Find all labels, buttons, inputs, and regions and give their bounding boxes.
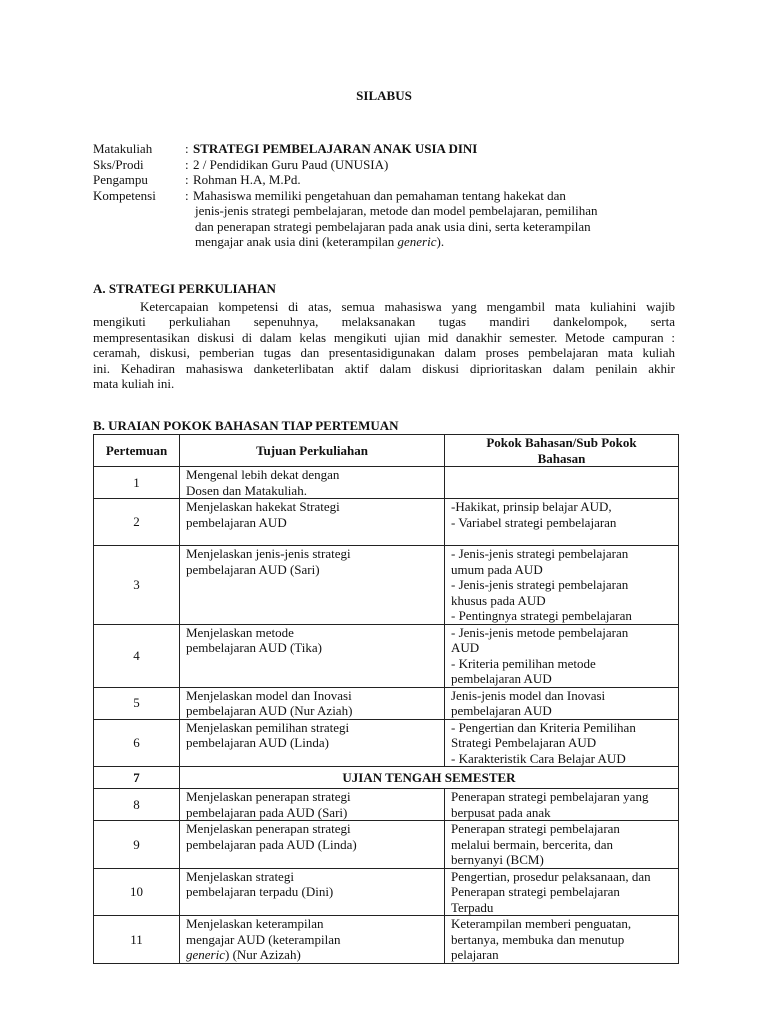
cell-tujuan: Menjelaskan keterampilan mengajar AUD (keterampilan generic) (Nur Azizah) bbox=[180, 916, 445, 964]
page-title: SILABUS bbox=[356, 88, 412, 103]
table-row bbox=[94, 916, 679, 964]
table-row bbox=[94, 687, 679, 719]
cell-tujuan: Menjelaskan metode pembelajaran AUD (Tika) bbox=[180, 624, 445, 687]
cell-pokok bbox=[445, 467, 679, 499]
paragraph-line: ini. Kehadiran mahasiswa danketerlibatan aktif dalam diskusi diprioritaskan dalam penilain akhir bbox=[93, 360, 675, 376]
sks-row: Sks/Prodi : 2 / Pendidikan Guru Paud (UNUSIA) bbox=[93, 157, 673, 173]
cell-pertemuan: 3 bbox=[94, 546, 180, 625]
cell-pokok: Penerapan strategi pembelajaran melalui bermain, bercerita, dan bernyanyi (BCM) bbox=[445, 821, 679, 869]
cell-tujuan: Menjelaskan strategi pembelajaran terpadu (Dini) bbox=[180, 868, 445, 916]
cell-tujuan: Mengenal lebih dekat dengan Dosen dan Matakuliah. bbox=[180, 467, 445, 499]
cell-tujuan: Menjelaskan pemilihan strategi pembelajaran AUD (Linda) bbox=[180, 719, 445, 767]
table-row bbox=[94, 719, 679, 767]
cell-uts: UJIAN TENGAH SEMESTER bbox=[180, 767, 679, 789]
cell-pokok: Penerapan strategi pembelajaran yang berpusat pada anak bbox=[445, 789, 679, 821]
kompetensi-line: dan penerapan strategi pembelajaran pada anak usia dini, serta keterampilan bbox=[195, 218, 591, 234]
cell-tujuan: Menjelaskan penerapan strategi pembelajaran pada AUD (Sari) bbox=[180, 789, 445, 821]
cell-pokok: - Pengertian dan Kriteria Pemilihan Strategi Pembelajaran AUD - Karakteristik Cara Belajar AUD bbox=[445, 719, 679, 767]
course-info bbox=[93, 141, 673, 250]
cell-tujuan: Menjelaskan penerapan strategi pembelajaran pada AUD (Linda) bbox=[180, 821, 445, 869]
cell-pertemuan: 11 bbox=[94, 916, 180, 964]
sks-value: 2 / Pendidikan Guru Paud (UNUSIA) bbox=[193, 156, 389, 172]
section-a-heading: A. STRATEGI PERKULIAHAN bbox=[93, 281, 276, 296]
cell-pertemuan: 7 bbox=[94, 767, 180, 789]
paragraph-line: Ketercapaian kompetensi di atas, semua mahasiswa yang mengambil mata kuliahini wajib bbox=[140, 298, 675, 314]
table-row bbox=[94, 624, 679, 687]
table-row bbox=[94, 821, 679, 869]
sks-label: Sks/Prodi bbox=[93, 156, 144, 172]
cell-pertemuan: 1 bbox=[94, 467, 180, 499]
header-tujuan: Tujuan Perkuliahan bbox=[180, 435, 445, 467]
cell-pokok: - Jenis-jenis strategi pembelajaran umum pada AUD - Jenis-jenis strategi pembelajaran khusus pada AUD - Pentingnya strategi pembelajaran bbox=[445, 546, 679, 625]
cell-pertemuan: 10 bbox=[94, 868, 180, 916]
table-row bbox=[94, 546, 679, 625]
kompetensi-value bbox=[193, 188, 673, 250]
table-body bbox=[94, 467, 679, 964]
paragraph-line: mempresentasikan diskusi di dalam kelas mengikuti ujian mid danakhir semester. Metode campuran : bbox=[93, 329, 675, 345]
cell-tujuan: Menjelaskan model dan Inovasi pembelajaran AUD (Nur Aziah) bbox=[180, 687, 445, 719]
paragraph-line: mengikuti perkuliahan sepenuhnya, melaksanakan tugas mandiri dankelompok, serta bbox=[93, 314, 675, 329]
cell-pertemuan: 9 bbox=[94, 821, 180, 869]
table-row bbox=[94, 868, 679, 916]
kompetensi-line: mengajar anak usia dini (keterampilan generic). bbox=[195, 234, 445, 249]
cell-pertemuan: 2 bbox=[94, 499, 180, 546]
paragraph-line: mata kuliah ini. bbox=[93, 376, 175, 391]
kompetensi-row: Kompetensi : Mahasiswa memiliki pengetahuan dan pemahaman tentang hakekat dan jenis-jenis strategi pembelajaran, metode dan model pembelajaran, pemilihan dan penerapan strategi pembelajaran pada anak usia dini, serta keterampilan mengajar anak usia dini (keterampilan generic). bbox=[93, 188, 673, 250]
cell-pokok: Keterampilan memberi penguatan, bertanya, membuka dan menutup pelajaran bbox=[445, 916, 679, 964]
section-strategi-perkuliahan bbox=[93, 281, 675, 392]
table-header-row bbox=[94, 435, 679, 467]
cell-pokok: Pengertian, prosedur pelaksanaan, dan Penerapan strategi pembelajaran Terpadu bbox=[445, 868, 679, 916]
section-b-heading: B. URAIAN POKOK BAHASAN TIAP PERTEMUAN bbox=[93, 418, 399, 433]
cell-pokok: Jenis-jenis model dan Inovasi pembelajaran AUD bbox=[445, 687, 679, 719]
kompetensi-line: Mahasiswa memiliki pengetahuan dan pemahaman tentang hakekat dan bbox=[193, 187, 566, 203]
cell-pertemuan: 4 bbox=[94, 624, 180, 687]
table-row bbox=[94, 467, 679, 499]
cell-pertemuan: 5 bbox=[94, 687, 180, 719]
section-a-paragraph bbox=[93, 299, 675, 392]
matakuliah-value: STRATEGI PEMBELAJARAN ANAK USIA DINI bbox=[193, 141, 478, 156]
matakuliah-row: Matakuliah : STRATEGI PEMBELAJARAN ANAK USIA DINI bbox=[93, 141, 478, 156]
header-pokok: Pokok Bahasan/Sub Pokok Bahasan bbox=[445, 435, 679, 467]
table-row bbox=[94, 499, 679, 546]
meeting-table bbox=[93, 434, 679, 964]
cell-pertemuan: 8 bbox=[94, 789, 180, 821]
cell-pokok: - Jenis-jenis metode pembelajaran AUD - Kriteria pemilihan metode pembelajaran AUD bbox=[445, 624, 679, 687]
matakuliah-label: Matakuliah bbox=[93, 141, 153, 156]
kompetensi-label: Kompetensi bbox=[93, 187, 156, 203]
pengampu-value: Rohman H.A, M.Pd. bbox=[193, 172, 301, 187]
table-row bbox=[94, 767, 679, 789]
cell-tujuan: Menjelaskan hakekat Strategi pembelajaran AUD bbox=[180, 499, 445, 546]
header-pertemuan: Pertemuan bbox=[94, 435, 180, 467]
cell-pertemuan: 6 bbox=[94, 719, 180, 767]
table-row bbox=[94, 789, 679, 821]
kompetensi-line: jenis-jenis strategi pembelajaran, metode dan model pembelajaran, pemilihan bbox=[195, 203, 598, 218]
cell-pokok: -Hakikat, prinsip belajar AUD, - Variabel strategi pembelajaran bbox=[445, 499, 679, 546]
pengampu-row: Pengampu : Rohman H.A, M.Pd. bbox=[93, 172, 673, 188]
cell-tujuan: Menjelaskan jenis-jenis strategi pembelajaran AUD (Sari) bbox=[180, 546, 445, 625]
paragraph-line: ceramah, diskusi, pemberian tugas dan presentasidigunakan dalam proses pembelajaran mata kuliah bbox=[93, 345, 675, 360]
pengampu-label: Pengampu bbox=[93, 172, 148, 187]
